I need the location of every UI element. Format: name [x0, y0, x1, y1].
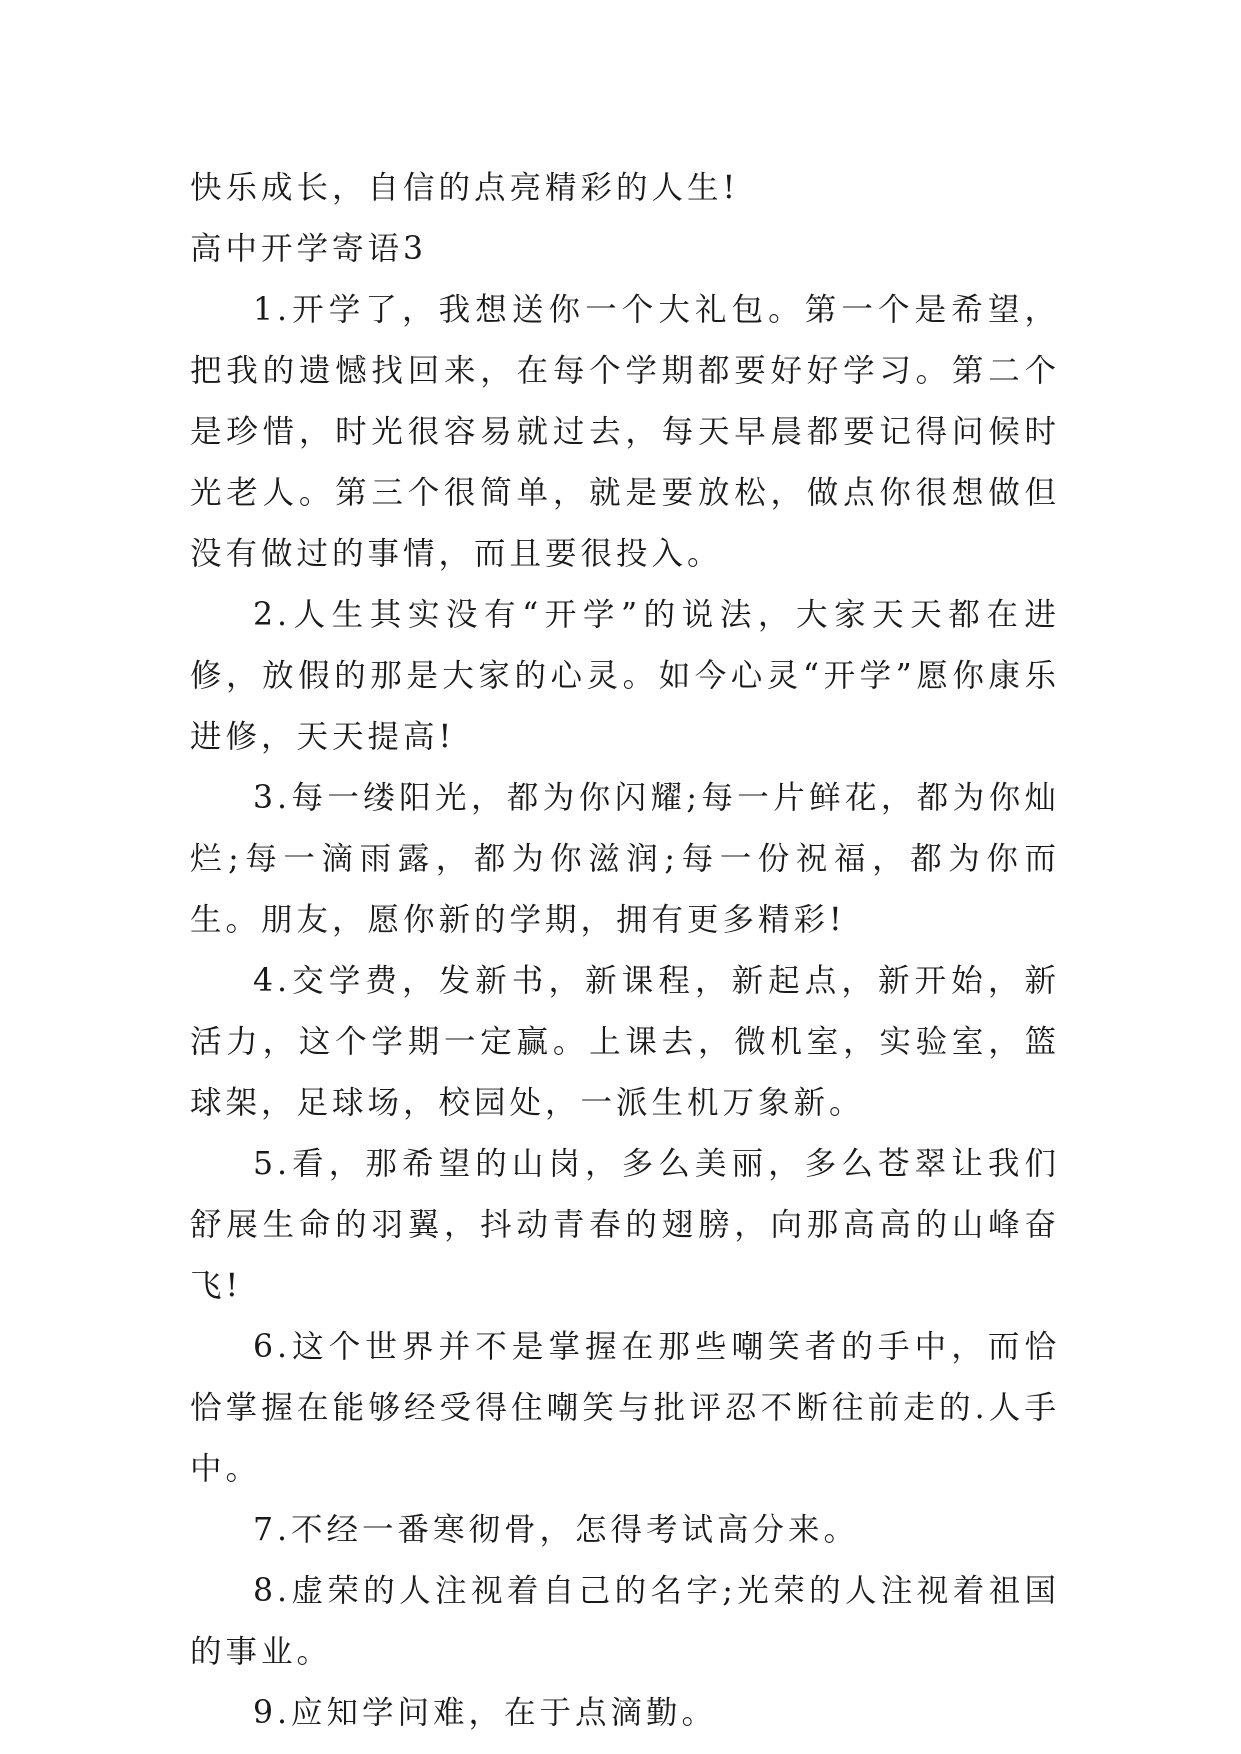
continuation-paragraph: 快乐成长，自信的点亮精彩的人生! [190, 170, 740, 206]
document-body [190, 158, 1060, 1744]
list-item: 2.人生其实没有“开学”的说法，大家天天都在进修，放假的那是大家的心灵。如今心灵“开学”愿你康乐进修，天天提高! [190, 597, 1060, 755]
list-item: 1.开学了，我想送你一个大礼包。第一个是希望，把我的遗憾找回来，在每个学期都要好好学习。第二个是珍惜，时光很容易就过去，每天早晨都要记得问候时光老人。第三个很简单，就是要放松，做点你很想做但没有做过的事情，而且要很投入。 [190, 292, 1060, 572]
list-item: 3.每一缕阳光，都为你闪耀;每一片鲜花，都为你灿烂;每一滴雨露，都为你滋润;每一份祝福，都为你而生。朋友，愿你新的学期，拥有更多精彩! [190, 780, 1060, 938]
section-heading: 高中开学寄语3 [190, 231, 428, 267]
list-item: 8.虚荣的人注视着自己的名字;光荣的人注视着祖国的事业。 [190, 1573, 1060, 1670]
list-item: 4.交学费，发新书，新课程，新起点，新开始，新活力，这个学期一定赢。上课去，微机室，实验室，篮球架，足球场，校园处，一派生机万象新。 [190, 963, 1060, 1121]
list-item: 7.不经一番寒彻骨，怎得考试高分来。 [253, 1512, 860, 1548]
list-item: 5.看，那希望的山岗，多么美丽，多么苍翠让我们舒展生命的羽翼，抖动青春的翅膀，向那高高的山峰奋飞! [190, 1146, 1060, 1304]
list-item: 9.应知学问难，在于点滴勤。 [253, 1695, 718, 1731]
list-item: 6.这个世界并不是掌握在那些嘲笑者的手中，而恰恰掌握在能够经受得住嘲笑与批评忍不断往前走的.人手中。 [190, 1329, 1060, 1487]
